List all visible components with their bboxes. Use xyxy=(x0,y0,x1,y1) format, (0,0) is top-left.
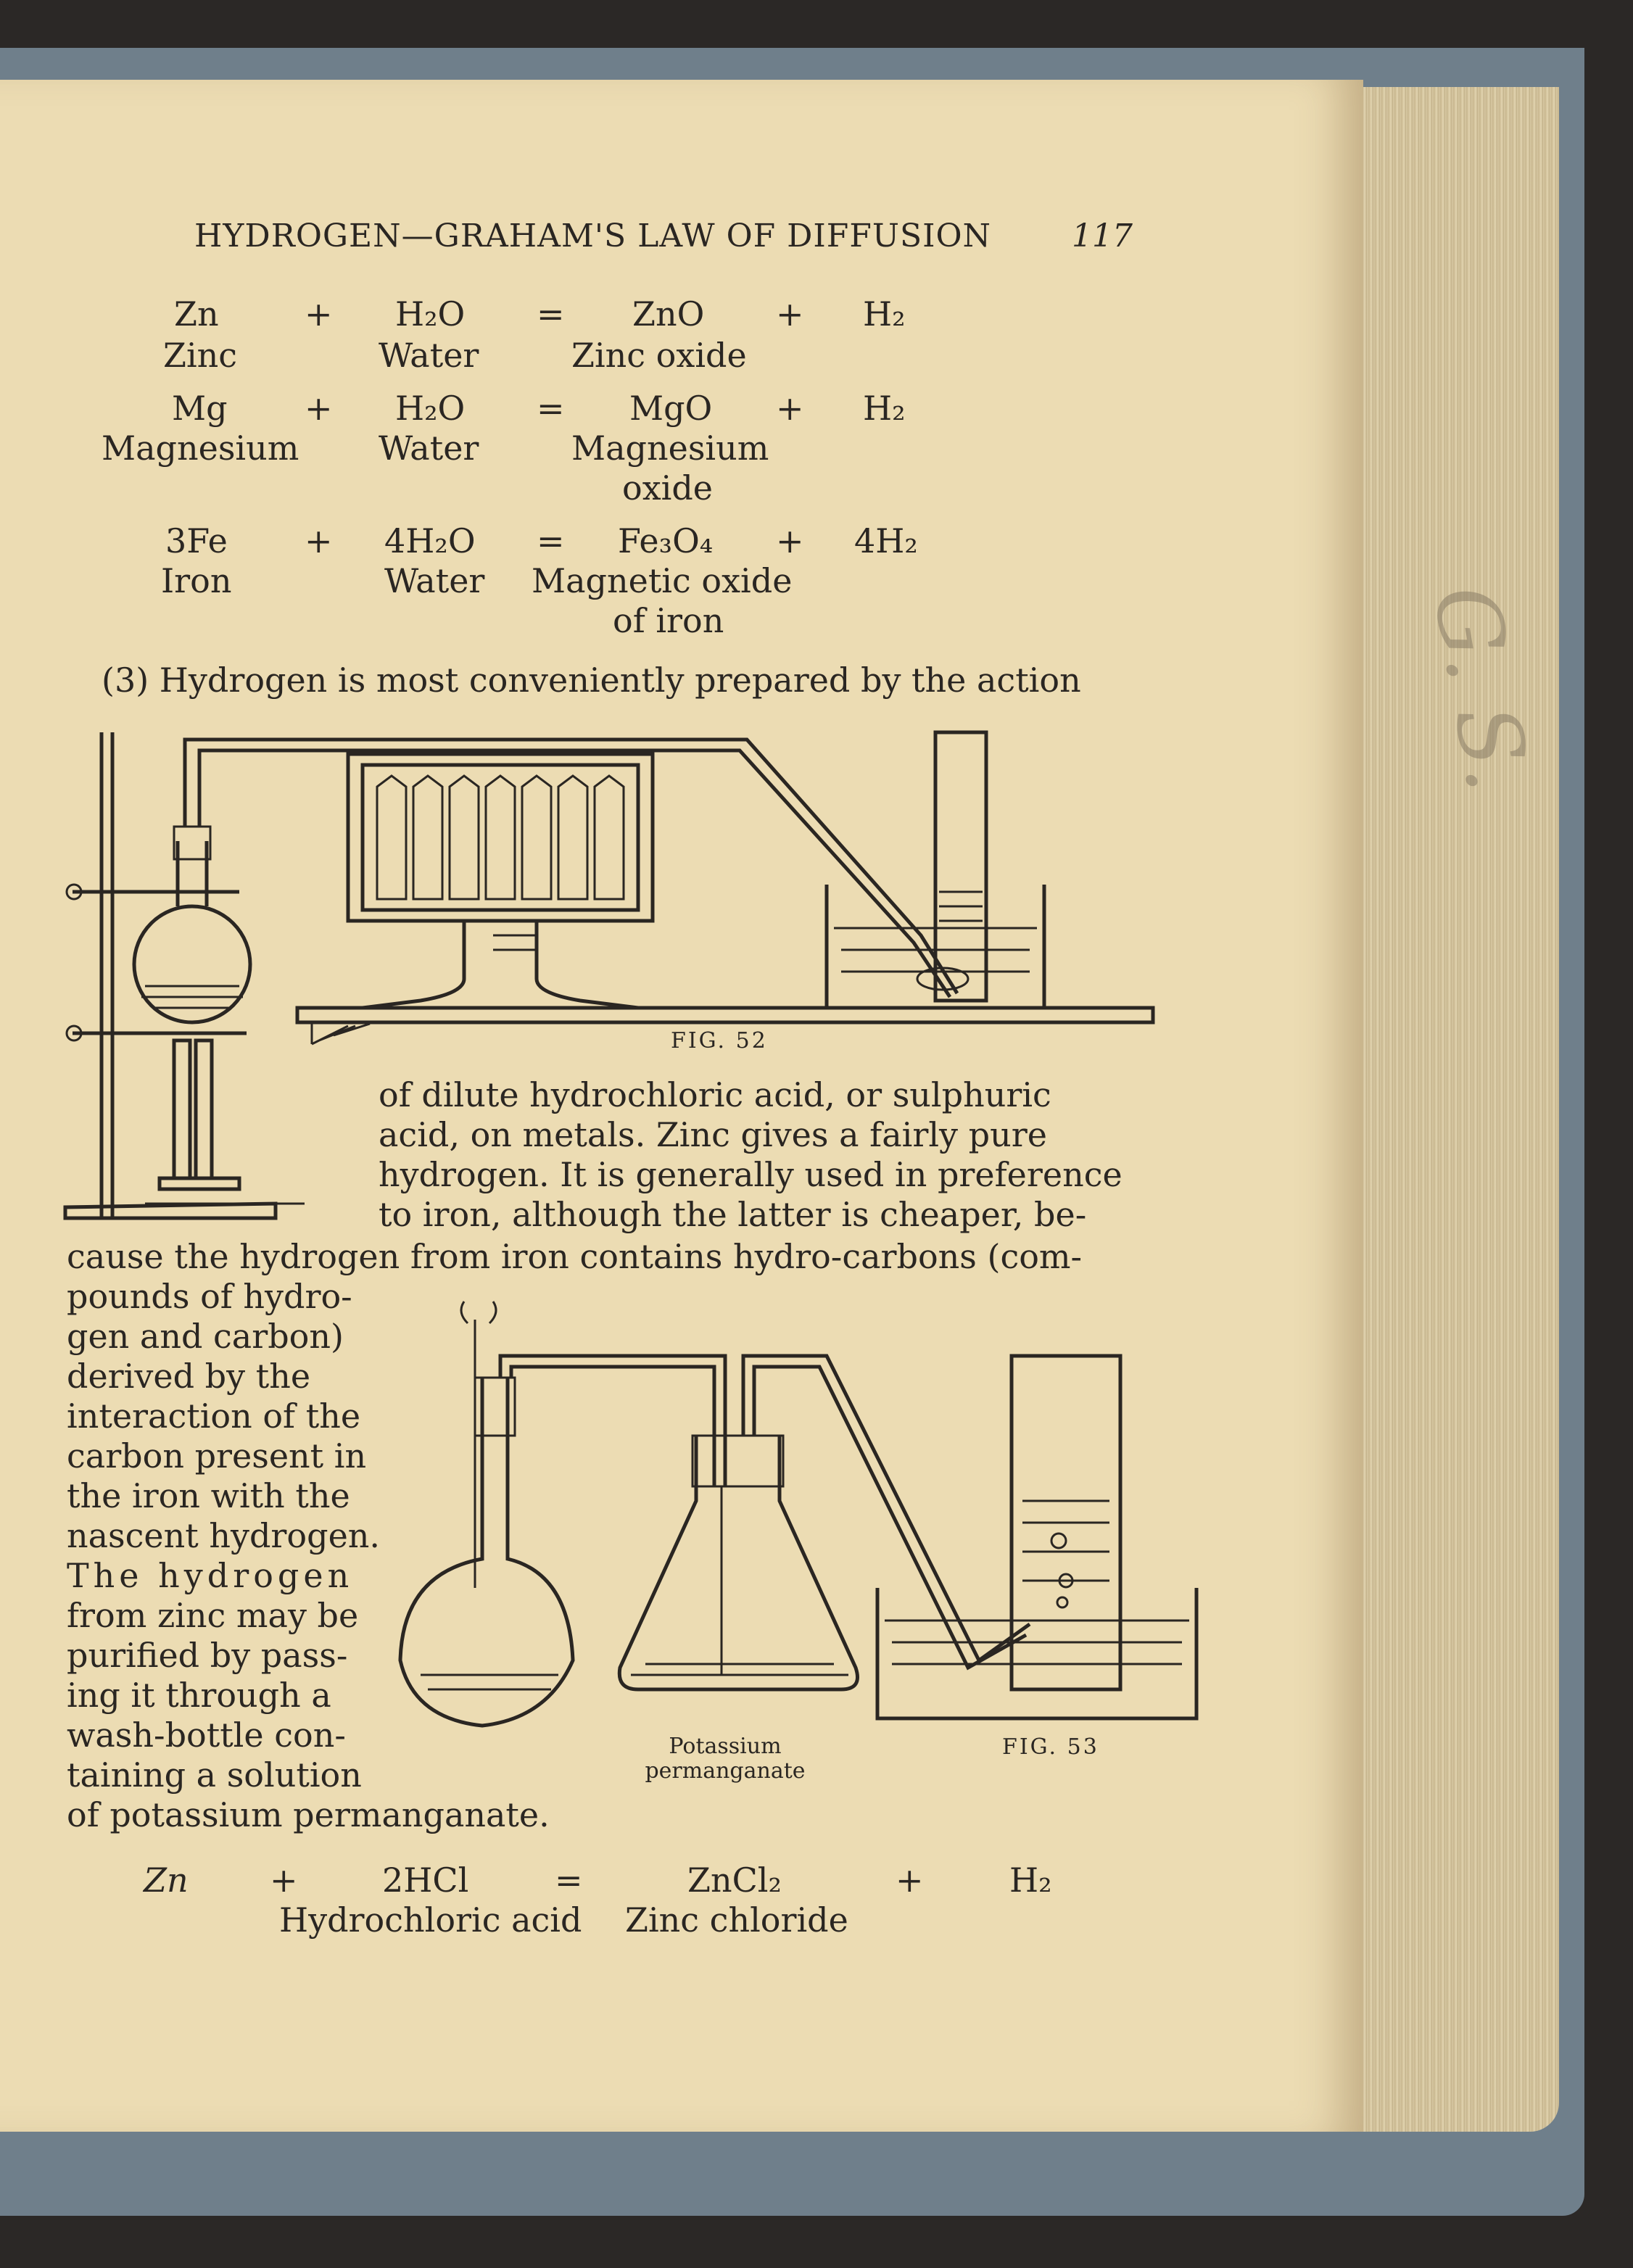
eq2-l3a: Magnesium xyxy=(571,429,769,468)
eq3-op1: + xyxy=(305,521,333,560)
eq4-p1: ZnCl₂ xyxy=(687,1861,782,1900)
narrow-line-11: ing it through a xyxy=(67,1676,331,1715)
para-line4: hydrogen. It is generally used in preference xyxy=(379,1155,1123,1194)
page-edges xyxy=(1334,87,1559,2132)
fig53-caption-line2: permanganate xyxy=(645,1758,806,1784)
page-number: 117 xyxy=(1072,218,1133,254)
narrow-line-6: the iron with the xyxy=(67,1476,350,1515)
para-line3: acid, on metals. Zinc gives a fairly pure xyxy=(379,1115,1047,1154)
eq1-l3: Zinc oxide xyxy=(571,336,747,375)
eq3-r2: 4H₂O xyxy=(384,521,476,560)
eq2-l2: Water xyxy=(379,429,479,468)
eq4-op1: + xyxy=(270,1861,298,1900)
narrow-line-4: interaction of the xyxy=(67,1396,361,1436)
narrow-line-7: nascent hydrogen. xyxy=(67,1516,381,1555)
fig52-label: FIG. 52 xyxy=(671,1028,768,1054)
eq3-eq: = xyxy=(537,521,565,560)
eq2-eq: = xyxy=(537,389,565,428)
narrow-line-10: purified by pass- xyxy=(67,1636,348,1675)
narrow-line-3: derived by the xyxy=(67,1357,311,1396)
eq3-op2: + xyxy=(776,521,804,560)
eq3-l3b: of iron xyxy=(613,601,724,640)
narrow-line-9: from zinc may be xyxy=(67,1596,359,1635)
narrow-line-5: carbon present in xyxy=(67,1436,367,1476)
narrow-line-2: gen and carbon) xyxy=(67,1317,344,1356)
eq2-l1: Magnesium xyxy=(102,429,299,468)
eq4-p2: H₂ xyxy=(1009,1861,1052,1900)
eq4-l3: Zinc chloride xyxy=(625,1900,848,1940)
narrow-line-8: The hydrogen xyxy=(67,1556,354,1595)
eq2-p1: MgO xyxy=(629,389,713,428)
eq3-l3a: Magnetic oxide xyxy=(532,561,793,600)
eq3-p1: Fe₃O₄ xyxy=(618,521,714,560)
eq1-op1: + xyxy=(305,294,333,334)
eq4-r2: 2HCl xyxy=(382,1861,469,1900)
eq1-p2: H₂ xyxy=(863,294,906,334)
fig53-apparatus xyxy=(392,1283,1211,1747)
fig53-caption xyxy=(631,1734,819,1784)
eq1-r2: H₂O xyxy=(395,294,466,334)
para-line6: cause the hydrogen from iron contains hydro-carbons (com- xyxy=(67,1237,1083,1276)
eq1-l2: Water xyxy=(379,336,479,375)
pencil-margin-note: G. S. xyxy=(1413,578,1549,799)
para-last: of potassium permanganate. xyxy=(67,1795,550,1834)
narrow-line-13: taining a solution xyxy=(67,1755,362,1795)
eq3-l1: Iron xyxy=(161,561,232,600)
eq2-r1: Mg xyxy=(172,389,228,428)
eq1-r1: Zn xyxy=(174,294,219,334)
eq1-op2: + xyxy=(776,294,804,334)
eq2-op2: + xyxy=(776,389,804,428)
para-line5: to iron, although the latter is cheaper, be- xyxy=(379,1195,1087,1234)
eq1-eq: = xyxy=(537,294,565,334)
eq3-p2: 4H₂ xyxy=(854,521,918,560)
eq3-l2: Water xyxy=(384,561,485,600)
eq4-eq: = xyxy=(555,1861,583,1900)
para-line1: (3) Hydrogen is most conveniently prepared by the action xyxy=(102,661,1081,700)
fig53-caption-line1: Potassium xyxy=(669,1734,782,1759)
eq4-l2: Hydrochloric acid xyxy=(279,1900,582,1940)
eq1-l1: Zinc xyxy=(163,336,238,375)
eq4-r1: Zn xyxy=(144,1861,189,1900)
eq4-op2: + xyxy=(896,1861,924,1900)
eq2-op1: + xyxy=(305,389,333,428)
running-title: HYDROGEN—GRAHAM'S LAW OF DIFFUSION xyxy=(194,218,992,254)
eq2-l3b: oxide xyxy=(622,468,714,508)
eq1-p1: ZnO xyxy=(632,294,705,334)
eq2-r2: H₂O xyxy=(395,389,466,428)
para-line2: of dilute hydrochloric acid, or sulphuric xyxy=(379,1075,1051,1114)
fig53-label: FIG. 53 xyxy=(1002,1734,1099,1760)
eq3-r1: 3Fe xyxy=(165,521,228,560)
eq2-p2: H₂ xyxy=(863,389,906,428)
narrow-line-12: wash-bottle con- xyxy=(67,1716,346,1755)
narrow-line-1: pounds of hydro- xyxy=(67,1277,352,1316)
